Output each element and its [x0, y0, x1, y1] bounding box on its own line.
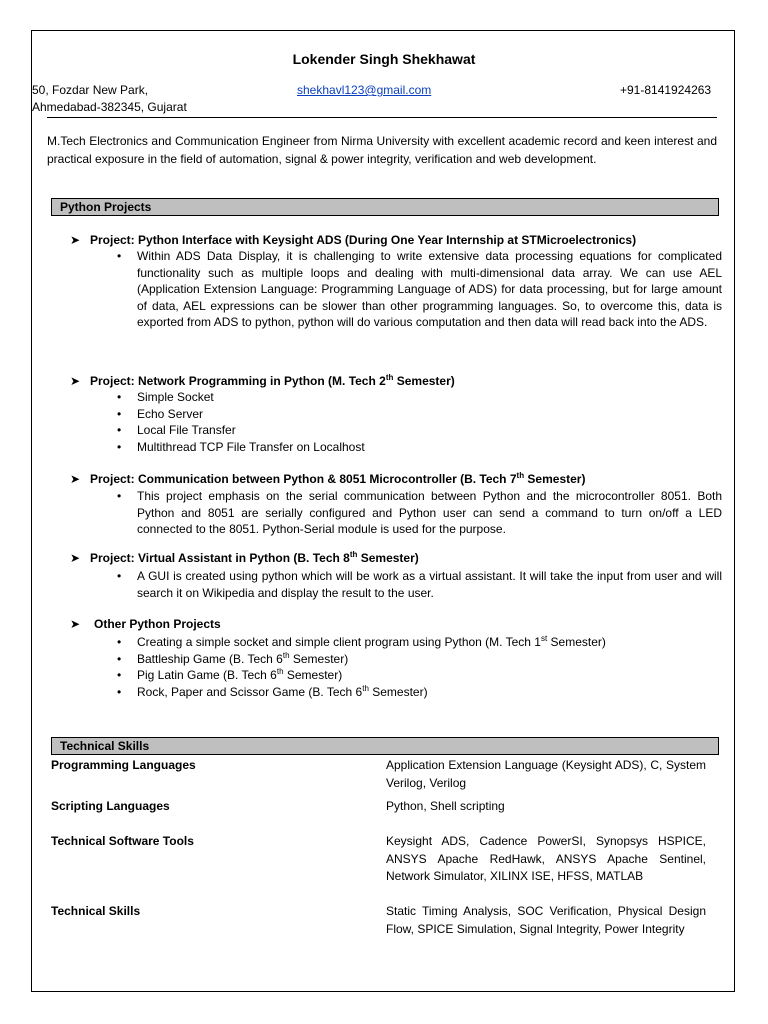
- arrow-bullet-icon: ➤: [70, 617, 81, 631]
- list-item: • Battleship Game (B. Tech 6th Semester): [115, 651, 722, 668]
- address: [32, 82, 187, 116]
- list-item: • Local File Transfer: [115, 422, 722, 439]
- phone-number: +91-8141924263: [620, 83, 712, 97]
- project-title-text: Project: Virtual Assistant in Python (B. Tech 8th Semester): [90, 550, 419, 565]
- section-header-technical-skills: Technical Skills: [51, 737, 719, 755]
- project-detail-list: [115, 248, 722, 331]
- skill-value: Python, Shell scripting: [386, 799, 505, 813]
- list-item: • Rock, Paper and Scissor Game (B. Tech 6th Semester): [115, 684, 722, 701]
- list-item: • Creating a simple socket and simple client program using Python (M. Tech 1st Semester): [115, 634, 722, 651]
- skill-label: Programming Languages: [51, 758, 196, 772]
- address-line-1: 50, Fozdar New Park,: [32, 83, 149, 97]
- candidate-name: Lokender Singh Shekhawat: [292, 51, 476, 67]
- project-detail-list: [115, 568, 722, 601]
- resume-page: [31, 30, 735, 992]
- email-link[interactable]: shekhavl123@gmail.com: [297, 83, 432, 97]
- skill-value: Keysight ADS, Cadence PowerSI, Synopsys HSPICE, ANSYS Apache RedHawk, ANSYS Apache Sentinel, Network Simulator, XILINX ISE, HFSS, MATLAB: [386, 834, 706, 883]
- list-item: • Within ADS Data Display, it is challenging to write extensive data processing equations for complicated functionality such as multiple loops and dealing with multi-dimensional data array. We can use AEL (Application Extension Language: Programming Language of ADS) for data processing, but for large amount of data, AEL expressions can be slower than other programming languages. So, to overcome this, data is exported from ADS to python, python will do various computation and then data will read back into the ADS.: [115, 248, 722, 331]
- section-header-python-projects: Python Projects: [51, 198, 719, 216]
- arrow-bullet-icon: ➤: [70, 551, 81, 565]
- project-title: [70, 373, 455, 390]
- project-detail-list: [115, 389, 722, 455]
- project-title: [70, 550, 419, 567]
- list-item: • Simple Socket: [115, 389, 722, 406]
- header-divider: [47, 117, 717, 118]
- project-detail-list: [115, 488, 722, 538]
- project-title: [70, 471, 585, 488]
- skill-value: Static Timing Analysis, SOC Verification, Physical Design Flow, SPICE Simulation, Signal Integrity, Power Integrity: [386, 904, 706, 936]
- list-item: • A GUI is created using python which will be work as a virtual assistant. It will take the input from user and will search it on Wikipedia and display the result to the user.: [115, 568, 722, 601]
- list-item: • Pig Latin Game (B. Tech 6th Semester): [115, 667, 722, 684]
- skill-label: Technical Software Tools: [51, 834, 194, 848]
- project-title: [70, 232, 636, 249]
- list-item: • Multithread TCP File Transfer on Localhost: [115, 439, 722, 456]
- list-item: • This project emphasis on the serial communication between Python and the microcontroller 8051. Both Python and 8051 are serially configured and Python user can send a command to turn on/off a LED connected to the 8051. Python-Serial module is used for the purpose.: [115, 488, 722, 538]
- skill-label: Scripting Languages: [51, 799, 170, 813]
- address-line-2: Ahmedabad-382345, Gujarat: [32, 100, 187, 114]
- project-title: [70, 616, 221, 633]
- arrow-bullet-icon: ➤: [70, 374, 81, 388]
- skill-value: Application Extension Language (Keysight ADS), C, System Verilog, Verilog: [386, 758, 706, 790]
- project-title-text: Project: Communication between Python & 8051 Microcontroller (B. Tech 7th Semester): [90, 471, 586, 486]
- profile-summary: M.Tech Electronics and Communication Engineer from Nirma University with excellent academic record and keen interest and practical exposure in the field of automation, signal & power integrity, verification and web development.: [47, 134, 717, 166]
- project-title-text: Other Python Projects: [94, 617, 221, 631]
- project-detail-list: [115, 634, 722, 700]
- project-title-text: Project: Python Interface with Keysight ADS (During One Year Internship at STMicroelectronics): [90, 233, 637, 247]
- arrow-bullet-icon: ➤: [70, 233, 81, 247]
- arrow-bullet-icon: ➤: [70, 472, 81, 486]
- skill-label: Technical Skills: [51, 904, 141, 918]
- list-item: • Echo Server: [115, 406, 722, 423]
- project-title-text: Project: Network Programming in Python (M. Tech 2th Semester): [90, 373, 455, 388]
